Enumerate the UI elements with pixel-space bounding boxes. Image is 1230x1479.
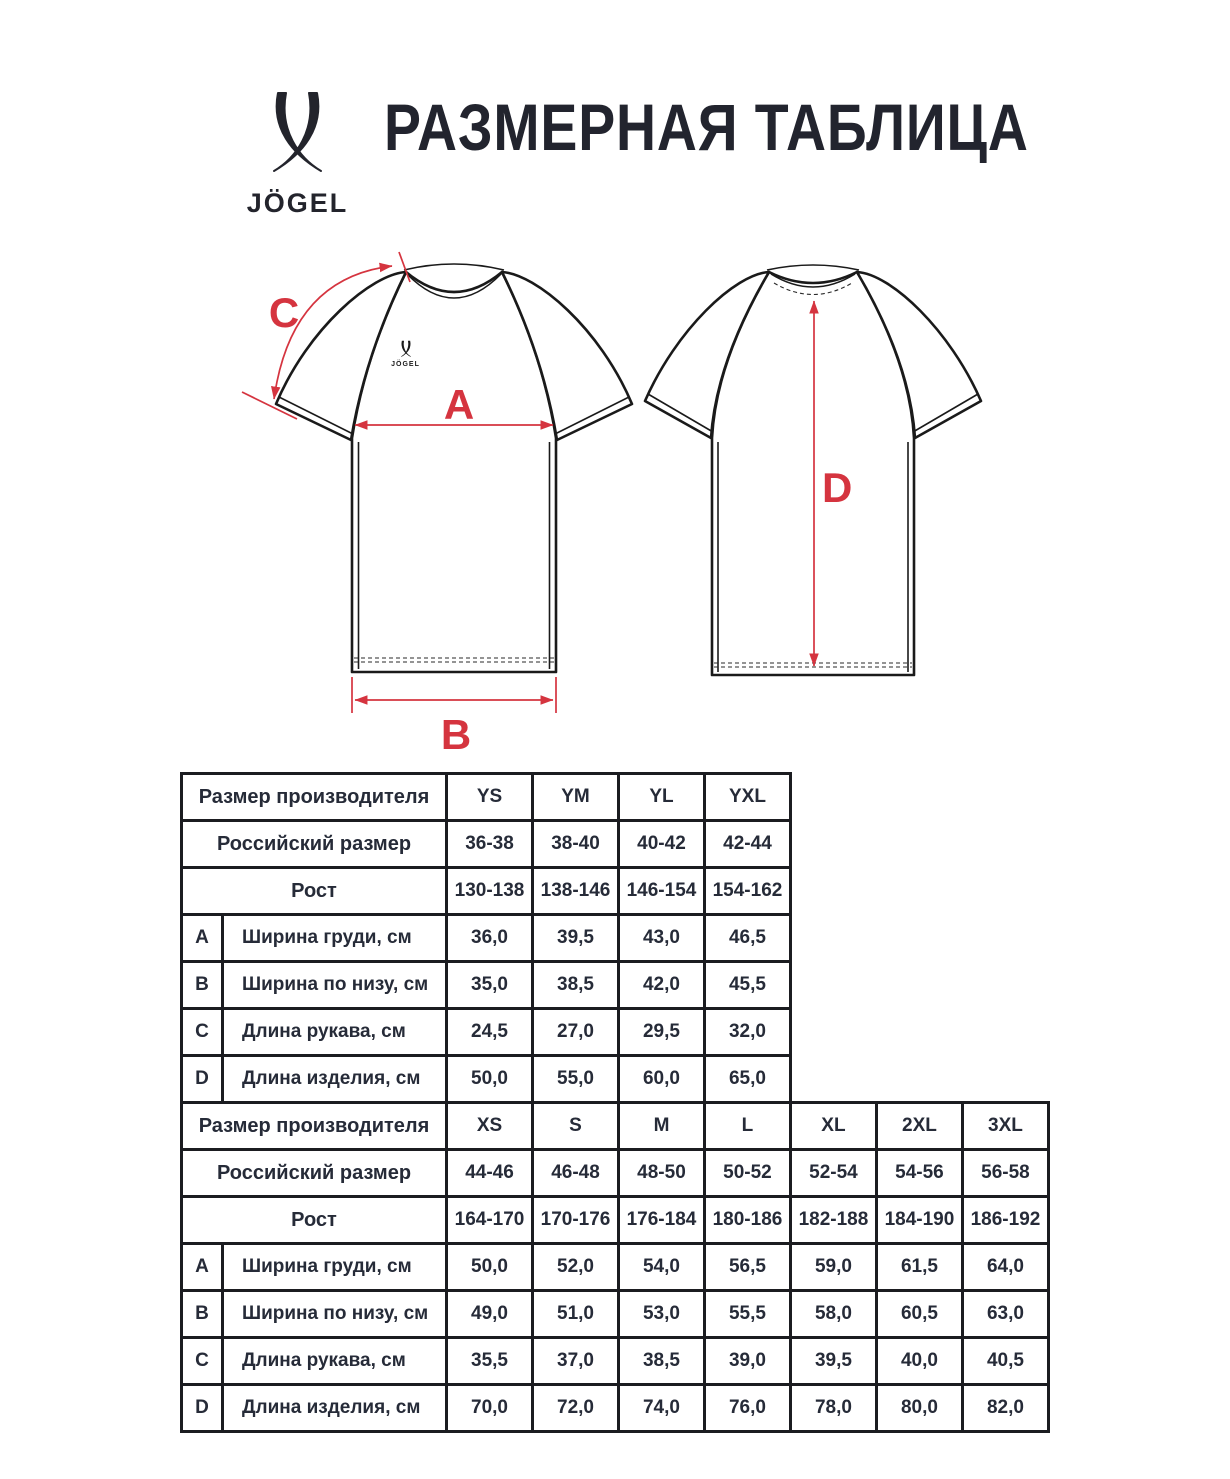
size-table-row <box>182 1338 1049 1385</box>
size-table-row <box>182 1385 1049 1432</box>
size-table-youth <box>180 772 792 1104</box>
value-cell: 58,0 <box>790 1291 876 1338</box>
value-cell: 40,0 <box>876 1338 962 1385</box>
header-value-cell: 182-188 <box>790 1197 876 1244</box>
dim-letter-cell: A <box>182 915 223 962</box>
value-cell: 80,0 <box>876 1385 962 1432</box>
value-cell: 78,0 <box>790 1385 876 1432</box>
size-diagram <box>0 235 1230 765</box>
row-label-cell: Ширина груди, см <box>223 915 447 962</box>
dim-label-c: C <box>268 289 300 336</box>
row-label-cell: Ширина по низу, см <box>223 1291 447 1338</box>
header-label-cell: Размер производителя <box>182 774 447 821</box>
header-value-cell: M <box>618 1103 704 1150</box>
header-value-cell: 36-38 <box>447 821 533 868</box>
header-label-cell: Российский размер <box>182 1150 447 1197</box>
value-cell: 40,5 <box>962 1338 1048 1385</box>
value-cell: 60,5 <box>876 1291 962 1338</box>
row-label-cell: Длина рукава, см <box>223 1338 447 1385</box>
value-cell: 64,0 <box>962 1244 1048 1291</box>
dim-letter-cell: B <box>182 1291 223 1338</box>
size-table-header-row <box>182 774 791 821</box>
header-label-cell: Российский размер <box>182 821 447 868</box>
value-cell: 50,0 <box>447 1056 533 1103</box>
value-cell: 39,5 <box>533 915 619 962</box>
header-value-cell: 3XL <box>962 1103 1048 1150</box>
size-table-row <box>182 1244 1049 1291</box>
value-cell: 42,0 <box>618 962 704 1009</box>
dim-letter-cell: B <box>182 962 223 1009</box>
value-cell: 51,0 <box>533 1291 619 1338</box>
header-value-cell: 130-138 <box>447 868 533 915</box>
value-cell: 39,5 <box>790 1338 876 1385</box>
dim-letter-cell: A <box>182 1244 223 1291</box>
header-value-cell: 48-50 <box>618 1150 704 1197</box>
dim-arrow-bottom <box>352 677 556 758</box>
value-cell: 52,0 <box>533 1244 619 1291</box>
header-value-cell: 184-190 <box>876 1197 962 1244</box>
size-table-row <box>182 915 791 962</box>
header-value-cell: 180-186 <box>704 1197 790 1244</box>
value-cell: 35,5 <box>447 1338 533 1385</box>
header-value-cell: 42-44 <box>704 821 790 868</box>
size-table-row <box>182 1056 791 1103</box>
header-value-cell: 46-48 <box>533 1150 619 1197</box>
value-cell: 82,0 <box>962 1385 1048 1432</box>
value-cell: 38,5 <box>618 1338 704 1385</box>
header-value-cell: S <box>533 1103 619 1150</box>
value-cell: 59,0 <box>790 1244 876 1291</box>
size-table-header-row <box>182 1150 1049 1197</box>
row-label-cell: Длина изделия, см <box>223 1056 447 1103</box>
t-shirt-back-view <box>645 265 981 675</box>
header-value-cell: XS <box>447 1103 533 1150</box>
value-cell: 24,5 <box>447 1009 533 1056</box>
row-label-cell: Длина рукава, см <box>223 1009 447 1056</box>
value-cell: 27,0 <box>533 1009 619 1056</box>
header-value-cell: 54-56 <box>876 1150 962 1197</box>
size-table-adult <box>180 1101 1050 1433</box>
value-cell: 70,0 <box>447 1385 533 1432</box>
value-cell: 55,5 <box>704 1291 790 1338</box>
value-cell: 36,0 <box>447 915 533 962</box>
value-cell: 76,0 <box>704 1385 790 1432</box>
size-table-header-row <box>182 868 791 915</box>
header-value-cell: 146-154 <box>618 868 704 915</box>
size-table-row <box>182 1009 791 1056</box>
row-label-cell: Ширина груди, см <box>223 1244 447 1291</box>
header-value-cell: 50-52 <box>704 1150 790 1197</box>
value-cell: 43,0 <box>618 915 704 962</box>
header-value-cell: 164-170 <box>447 1197 533 1244</box>
value-cell: 53,0 <box>618 1291 704 1338</box>
value-cell: 74,0 <box>618 1385 704 1432</box>
header-value-cell: YXL <box>704 774 790 821</box>
value-cell: 46,5 <box>704 915 790 962</box>
header-label-cell: Размер производителя <box>182 1103 447 1150</box>
header-value-cell: YM <box>533 774 619 821</box>
jogel-crossed-horns-icon <box>274 93 321 171</box>
value-cell: 38,5 <box>533 962 619 1009</box>
header-value-cell: 40-42 <box>618 821 704 868</box>
header-value-cell: 56-58 <box>962 1150 1048 1197</box>
header-value-cell: 2XL <box>876 1103 962 1150</box>
header-value-cell: 52-54 <box>790 1150 876 1197</box>
size-table-header-row <box>182 821 791 868</box>
dim-label-b: B <box>440 711 472 758</box>
value-cell: 39,0 <box>704 1338 790 1385</box>
shirt-chest-logo-text: JÖGEL <box>391 361 420 368</box>
dim-letter-cell: D <box>182 1385 223 1432</box>
dim-letter-cell: C <box>182 1009 223 1056</box>
header-value-cell: 44-46 <box>447 1150 533 1197</box>
header-value-cell: 138-146 <box>533 868 619 915</box>
value-cell: 55,0 <box>533 1056 619 1103</box>
value-cell: 45,5 <box>704 962 790 1009</box>
size-table-row <box>182 1291 1049 1338</box>
header-value-cell: YS <box>447 774 533 821</box>
value-cell: 50,0 <box>447 1244 533 1291</box>
dim-letter-cell: D <box>182 1056 223 1103</box>
row-label-cell: Ширина по низу, см <box>223 962 447 1009</box>
brand-wordmark: JÖGEL <box>246 188 349 218</box>
value-cell: 56,5 <box>704 1244 790 1291</box>
value-cell: 37,0 <box>533 1338 619 1385</box>
size-table-header-row <box>182 1103 1049 1150</box>
dim-label-a: A <box>443 381 475 428</box>
brand-logo <box>238 84 360 222</box>
value-cell: 65,0 <box>704 1056 790 1103</box>
header-value-cell: 38-40 <box>533 821 619 868</box>
value-cell: 49,0 <box>447 1291 533 1338</box>
size-table-header-row <box>182 1197 1049 1244</box>
header-value-cell: L <box>704 1103 790 1150</box>
header-value-cell: 154-162 <box>704 868 790 915</box>
value-cell: 63,0 <box>962 1291 1048 1338</box>
header-label-cell: Рост <box>182 1197 447 1244</box>
size-table-row <box>182 962 791 1009</box>
page-title: РАЗМЕРНАЯ ТАБЛИЦА <box>384 90 1029 164</box>
value-cell: 32,0 <box>704 1009 790 1056</box>
header-value-cell: 176-184 <box>618 1197 704 1244</box>
header-value-cell: 170-176 <box>533 1197 619 1244</box>
value-cell: 61,5 <box>876 1244 962 1291</box>
header-value-cell: 186-192 <box>962 1197 1048 1244</box>
header-label-cell: Рост <box>182 868 447 915</box>
row-label-cell: Длина изделия, см <box>223 1385 447 1432</box>
value-cell: 35,0 <box>447 962 533 1009</box>
header-value-cell: XL <box>790 1103 876 1150</box>
t-shirt-front-view <box>276 264 632 672</box>
dim-letter-cell: C <box>182 1338 223 1385</box>
value-cell: 72,0 <box>533 1385 619 1432</box>
value-cell: 54,0 <box>618 1244 704 1291</box>
value-cell: 60,0 <box>618 1056 704 1103</box>
value-cell: 29,5 <box>618 1009 704 1056</box>
dim-label-d: D <box>822 464 853 511</box>
header-value-cell: YL <box>618 774 704 821</box>
